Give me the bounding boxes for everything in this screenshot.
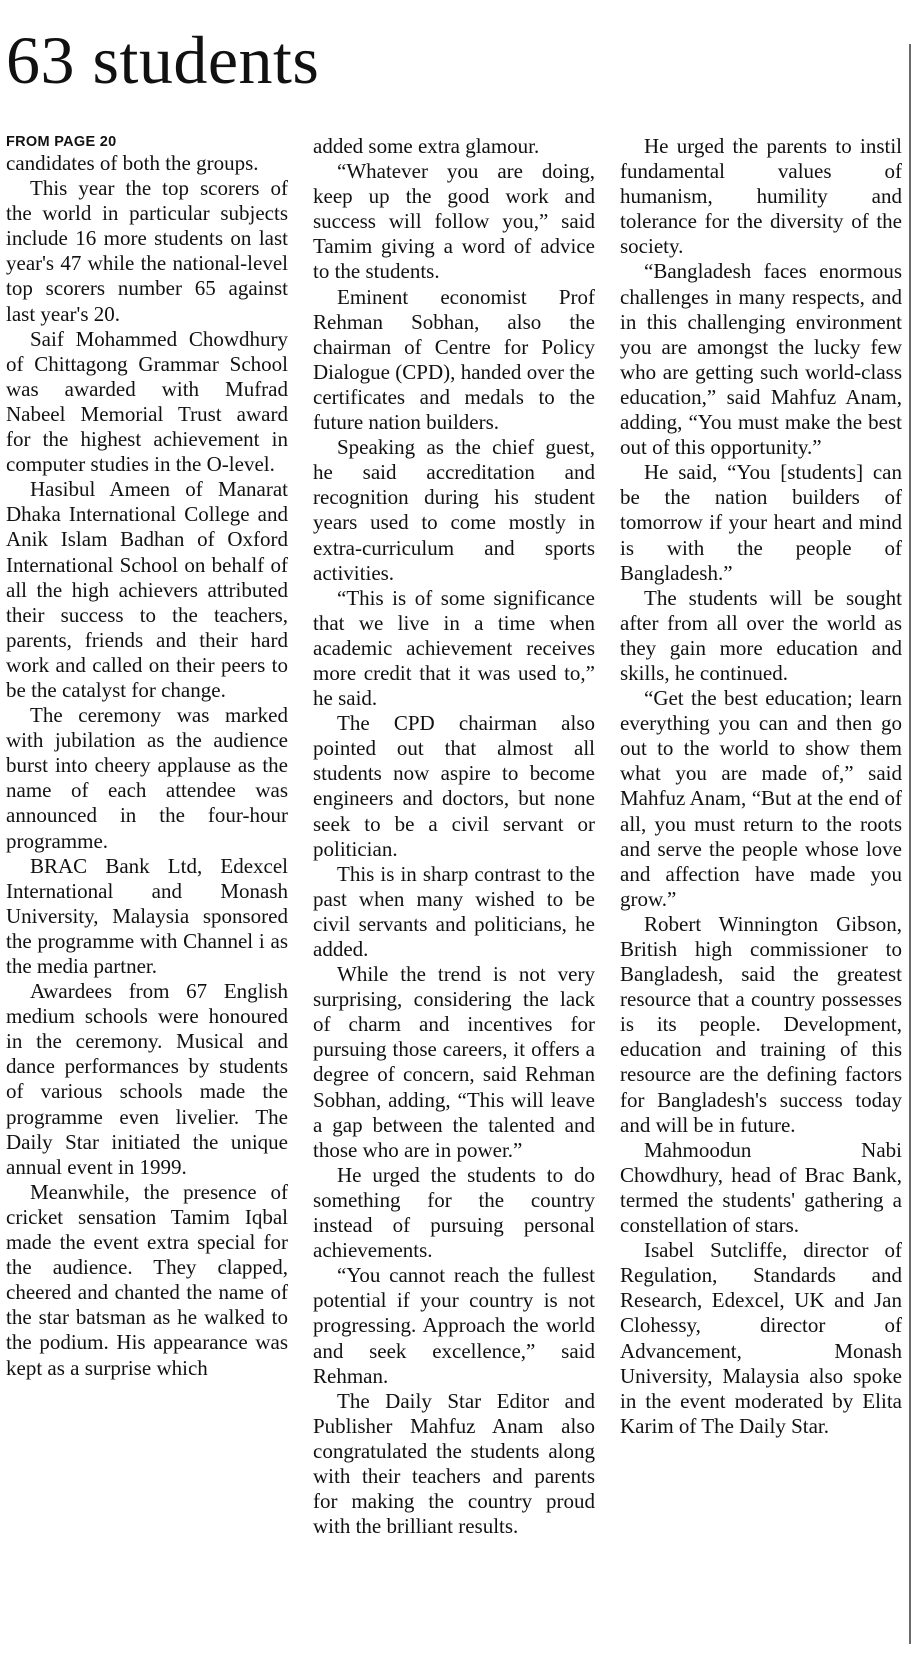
paragraph: “This is of some significance that we live in a time when academic achievement receives more credit that it was used to,” he said. bbox=[313, 585, 595, 711]
paragraph: BRAC Bank Ltd, Edexcel International and Monash University, Malaysia sponsored the programme with Channel i as the media partner. bbox=[6, 853, 288, 978]
paragraph: The ceremony was marked with jubilation as the audience burst into cheery applause as the name of each attendee was announced in the four-hour programme. bbox=[6, 703, 288, 853]
paragraph: Saif Mohammed Chowdhury of Chittagong Grammar School was awarded with Mufrad Nabeel Memorial Trust award for the highest achievement in computer studies in the O-level. bbox=[6, 326, 288, 477]
paragraph: The CPD chairman also pointed out that almost all students now aspire to become engineers and doctors, but none seek to be a civil servant or politician. bbox=[313, 711, 595, 861]
paragraph: The Daily Star Editor and Publisher Mahfuz Anam also congratulated the students along with their teachers and parents for making the country proud with the brilliant results. bbox=[313, 1388, 595, 1539]
paragraph: This year the top scorers of the world in particular subjects include 16 more students on last year's 47 while the national-level top scorers number 65 against last year's 20. bbox=[6, 176, 288, 326]
paragraph: While the trend is not very surprising, considering the lack of charm and incentives for pursuing those careers, it offers a degree of concern, said Rehman Sobhan, adding, “This will leave a gap between the talented and those who are in power.” bbox=[313, 962, 595, 1162]
paragraph: “Bangladesh faces enormous challenges in many respects, and in this challenging environment you are amongst the lucky few who are getting such world-class education,” said Mahfuz Anam, adding, “You must make the best out of this opportunity.” bbox=[620, 259, 902, 460]
paragraph: This is in sharp contrast to the past when many wished to be civil servants and politicians, he added. bbox=[313, 861, 595, 961]
article-column-3 bbox=[620, 134, 902, 1439]
article-column-2 bbox=[313, 134, 595, 1539]
paragraph: added some extra glamour. bbox=[313, 134, 540, 158]
paragraph: The students will be sought after from all over the world as they gain more education and skills, he continued. bbox=[620, 585, 902, 685]
paragraph: “Whatever you are doing, keep up the good work and success will follow you,” said Tamim giving a word of advice to the students. bbox=[313, 159, 595, 284]
paragraph: He urged the students to do something for the country instead of pursuing personal achievements. bbox=[313, 1162, 595, 1263]
paragraph: Hasibul Ameen of Manarat Dhaka International College and Anik Islam Badhan of Oxford International School on behalf of all the high achievers attributed their success to the teachers, parents, friends and their hard work and called on their peers to be the catalyst for change. bbox=[6, 477, 288, 702]
jump-line: FROM PAGE 20 bbox=[6, 134, 117, 150]
paragraph: He urged the parents to instil fundamental values of humanism, humility and tolerance for the diversity of the society. bbox=[620, 134, 902, 259]
paragraph: He said, “You [students] can be the nation builders of tomorrow if your heart and mind is with the people of Bangladesh.” bbox=[620, 460, 902, 585]
paragraph: Meanwhile, the presence of cricket sensation Tamim Iqbal made the event extra special for the audience. They clapped, cheered and chanted the name of the star batsman as he walked to the podium. His appearance was kept as a surprise which bbox=[6, 1179, 288, 1380]
paragraph: Mahmoodun Nabi Chowdhury, head of Brac Bank, termed the students' gathering a constellation of stars. bbox=[620, 1137, 902, 1238]
headline: 63 students bbox=[6, 22, 320, 98]
paragraph: Eminent economist Prof Rehman Sobhan, also the chairman of Centre for Policy Dialogue (CPD), handed over the certificates and medals to the future nation builders. bbox=[313, 284, 595, 435]
paragraph: “You cannot reach the fullest potential if your country is not progressing. Approach the world and seek excellence,” said Rehman. bbox=[313, 1263, 595, 1388]
paragraph: “Get the best education; learn everything you can and then go out to the world to show them what you are made of,” said Mahfuz Anam, “But at the end of all, you must return to the roots and serve the people whose love and affection have made you grow.” bbox=[620, 686, 902, 911]
paragraph: Robert Winnington Gibson, British high commissioner to Bangladesh, said the greatest resource that a country possesses is its people. Development, education and training of this resource are the defining factors for Bangladesh's success today and will be in future. bbox=[620, 911, 902, 1137]
paragraph: Isabel Sutcliffe, director of Regulation, Standards and Research, Edexcel, UK and Jan Clohessy, director of Advancement, Monash University, Malaysia also spoke in the event moderated by Elita Karim of The Daily Star. bbox=[620, 1238, 902, 1438]
paragraph: candidates of both the groups. bbox=[6, 151, 259, 175]
column-divider-rule bbox=[909, 44, 911, 1644]
paragraph: Speaking as the chief guest, he said accreditation and recognition during his student years used to come mostly in extra-curriculum and sports activities. bbox=[313, 435, 595, 585]
article-body bbox=[6, 134, 906, 1654]
article-column-1 bbox=[6, 134, 288, 1381]
paragraph: Awardees from 67 English medium schools were honoured in the ceremony. Musical and dance performances by students of various schools made the programme even livelier. The Daily Star initiated the unique annual event in 1999. bbox=[6, 979, 288, 1179]
